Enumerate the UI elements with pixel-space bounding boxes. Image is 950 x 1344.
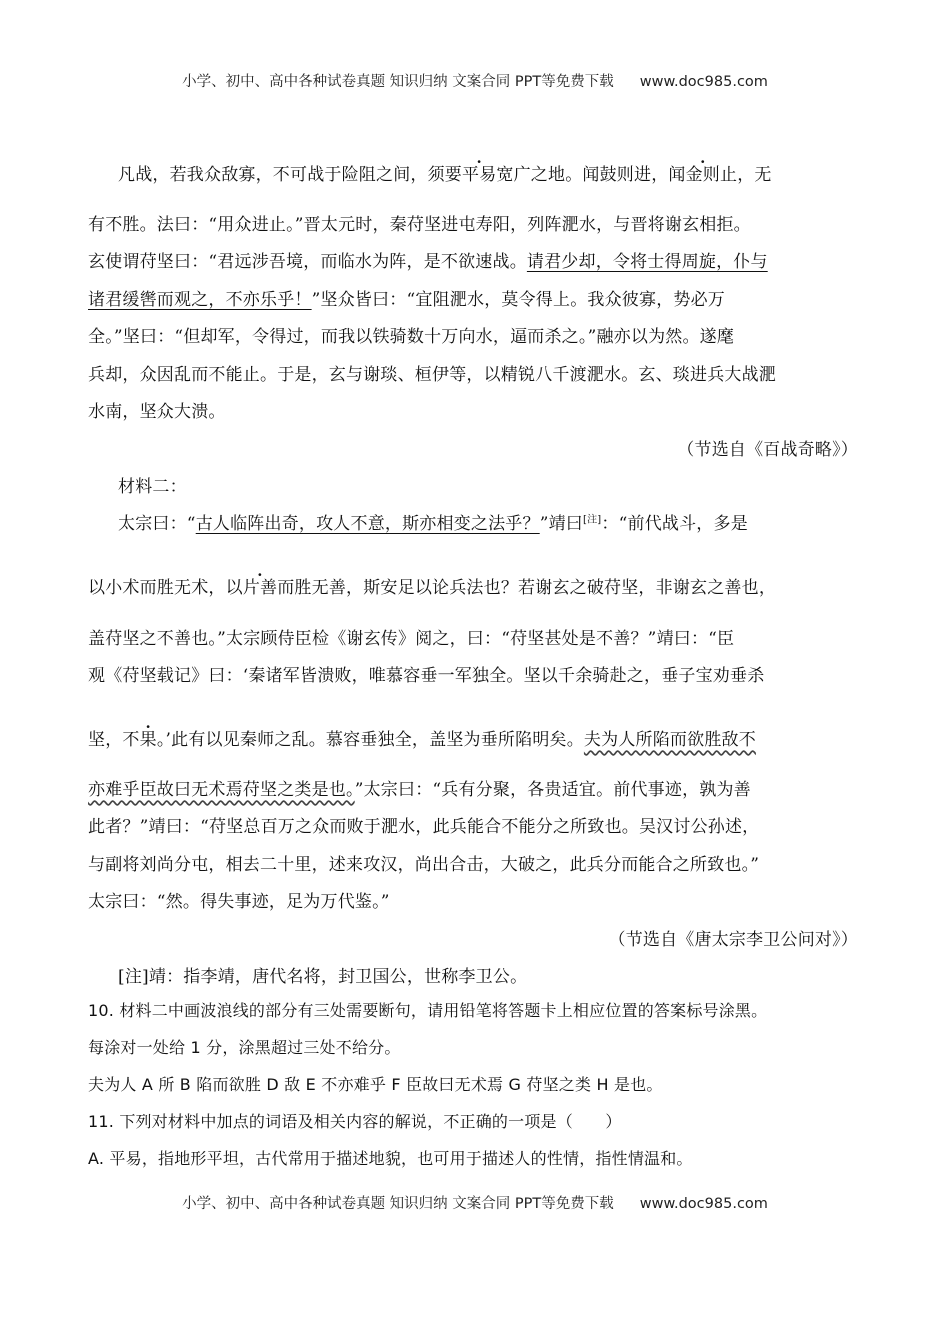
- text-segment: 坚，不: [88, 730, 140, 750]
- q10-line-3: 夫为人 A 所 B 陷而欲胜 D 敌 E 不亦难乎 F 臣故曰无术焉 G 苻坚之类 H 是也。: [88, 1075, 663, 1094]
- mat1-line-6: 兵却，众因乱而不能止。于是，玄与谢琰、桓伊等，以精锐八千渡淝水。玄、琰进兵大战淝: [88, 365, 776, 385]
- text-segment: 。’此有以见秦师之乱。慕容垂独全，盖坚为垂所陷明矣。: [156, 730, 584, 750]
- text-segment: ”坚众皆曰：“宜阻淝水，莫令得上。我众彼寡，势必万: [311, 290, 725, 310]
- text-segment: ：“前代战斗，多是: [601, 514, 748, 534]
- mat2-source: （节选自《唐太宗李卫公问对》）: [608, 930, 858, 950]
- mat2-line-5: [88, 725, 756, 750]
- header-site-link[interactable]: www.doc985.com: [639, 74, 768, 90]
- q11-option-a[interactable]: A. 平易，指地形平坦，古代常用于描述地貌，也可用于描述人的性情，指性情温和。: [88, 1149, 693, 1168]
- note-marker: [注]: [583, 514, 602, 526]
- dotted-word-pianshan: 片善: [242, 578, 278, 598]
- mat2-line-8: 与副将刘尚分屯，相去二十里，述来攻汉，尚出合击，大破之，此兵分而能合之所致也。”: [88, 855, 760, 875]
- dotted-word-guo: 果: [139, 730, 157, 750]
- text-segment: ，无: [737, 165, 772, 185]
- q11-stem: 11. 下列对材料中加点的词语及相关内容的解说，不正确的一项是（ ）: [88, 1112, 622, 1131]
- mat1-line-5: 全。”坚曰：“但却军，令得过，而我以铁骑数十万向水，逼而杀之。”融亦以为然。遂麾: [88, 327, 735, 347]
- footer-site-link[interactable]: www.doc985.com: [639, 1196, 768, 1212]
- mat1-source: （节选自《百战奇略》）: [677, 440, 858, 460]
- page-footer: [0, 1192, 950, 1213]
- mat1-line-3: [88, 247, 768, 272]
- q10-line-1: 10. 材料二中画波浪线的部分有三处需要断句，请用铅笔将答题卡上相应位置的答案标号涂黑。: [88, 1001, 768, 1020]
- mat2-line-7: 此者？”靖曰：“苻坚总百万之众而败于淝水，此兵能合不能分之所致也。吴汉讨公孙述，: [88, 817, 760, 837]
- text-segment: 宽广之地。闻鼓则进，: [496, 165, 669, 185]
- dotted-word-wenjin: 闻金则止: [668, 165, 738, 185]
- mat2-line-9: 太宗曰：“然。得失事迹，足为万代鉴。”: [88, 892, 390, 912]
- header-text: 小学、初中、高中各种试卷真题 知识归纳 文案合同 PPT等免费下载: [182, 74, 614, 90]
- mat1-line-4: [88, 285, 725, 310]
- mat1-line-7: 水南，坚众大溃。: [88, 402, 226, 422]
- underlined-sentence: 诸君缓辔而观之，不亦乐乎！: [88, 290, 312, 310]
- text-segment: 凡战，若我众敌寡，不可战于险阻之间，须要: [118, 165, 462, 185]
- mat2-note: [注]靖：指李靖，唐代名将，封卫国公，世称李卫公。: [118, 967, 528, 987]
- text-segment: ”太宗曰：“兵有分聚，各贵适宜。前代事迹，孰为善: [354, 780, 751, 800]
- mat2-line-2: [88, 573, 776, 598]
- text-segment: 玄使谓苻坚曰：“君远涉吾境，而临水为阵，是不欲速战。: [88, 252, 527, 272]
- dotted-word-pingyi: 平易: [462, 165, 497, 185]
- mat2-line-3: 盖苻坚之不善也。”太宗顾侍臣检《谢玄传》阅之，曰：“苻坚甚处是不善？”靖曰：“臣: [88, 629, 735, 649]
- mat2-line-6: [88, 775, 751, 800]
- text-segment: 太宗曰：“: [118, 514, 196, 534]
- mat2-line-4: 观《苻坚载记》曰：‘秦诸军皆溃败，唯慕容垂一军独全。坚以千余骑赴之，垂子宝劝垂杀: [88, 666, 765, 686]
- page-header: [0, 70, 950, 91]
- underlined-sentence: 古人临阵出奇，攻人不意，斯亦相变之法乎？: [195, 514, 540, 534]
- mat2-line-1: [118, 509, 748, 534]
- mat2-heading: 材料二：: [118, 477, 187, 497]
- wavy-underlined-text: 夫为人所陷而欲胜敌不: [583, 730, 756, 750]
- wavy-underlined-text: 亦难乎臣故曰无术焉苻坚之类是也。: [88, 780, 355, 800]
- mat1-line-2: 有不胜。法曰：“用众进止。”晋太元时，秦苻坚进屯寿阳，列阵淝水，与晋将谢玄相拒。: [88, 215, 751, 235]
- underlined-sentence: 请君少却，令将士得周旋，仆与: [526, 252, 768, 272]
- footer-text: 小学、初中、高中各种试卷真题 知识归纳 文案合同 PPT等免费下载: [182, 1196, 614, 1212]
- q10-line-2: 每涂对一处给 1 分，涂黑超过三处不给分。: [88, 1038, 401, 1057]
- mat1-line-1: [118, 160, 772, 185]
- text-segment: ”靖曰: [539, 514, 583, 534]
- text-segment: 而胜无善，斯安足以论兵法也？若谢玄之破苻坚，非谢玄之善也，: [277, 578, 777, 598]
- text-segment: 以小术而胜无术，以: [88, 578, 243, 598]
